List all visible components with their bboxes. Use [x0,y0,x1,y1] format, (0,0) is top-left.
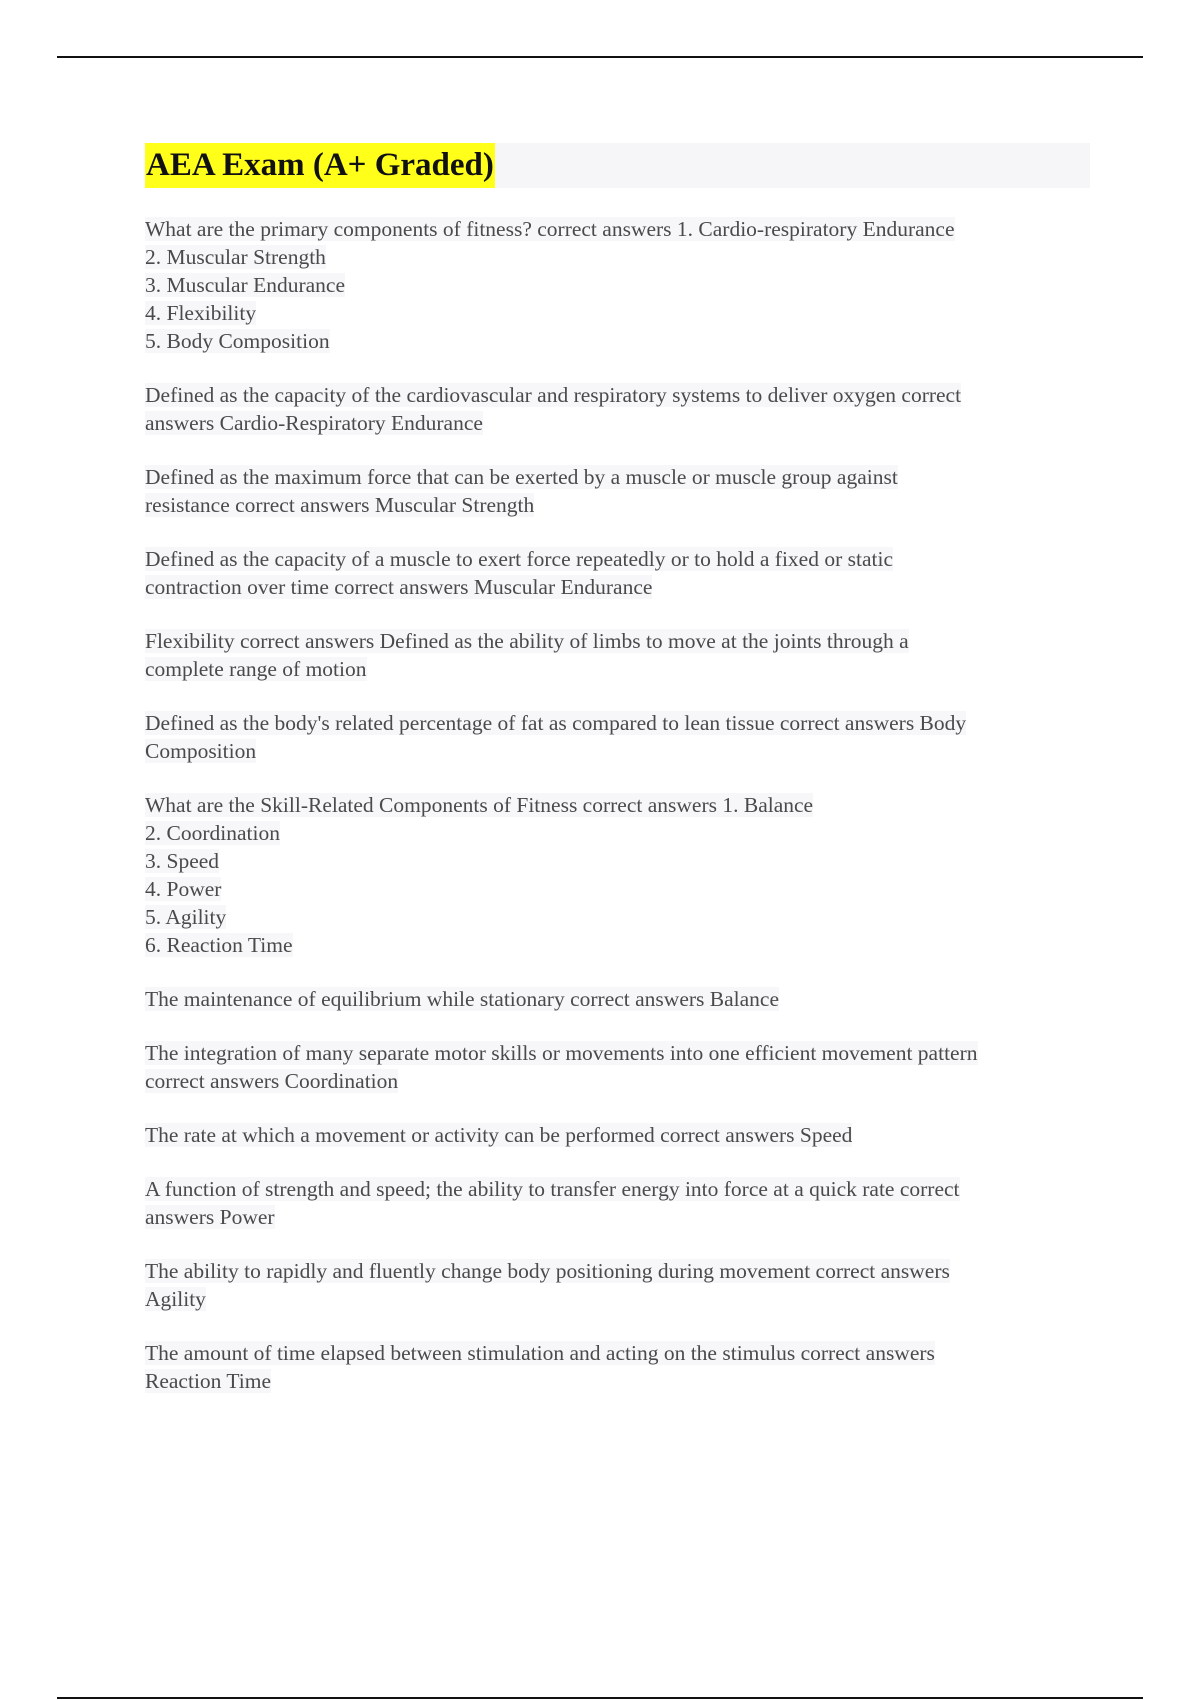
qa-entry [145,215,1090,355]
qa-line [145,271,1090,299]
qa-entry [145,1039,1090,1095]
qa-line [145,875,1090,903]
qa-line [145,215,1090,243]
qa-line-text: 6. Reaction Time [145,933,293,957]
qa-list [145,215,1090,1395]
qa-line [145,573,1090,601]
qa-line-text: contraction over time correct answers Muscular Endurance [145,575,653,599]
qa-line-text: The amount of time elapsed between stimulation and acting on the stimulus correct answers [145,1341,935,1365]
qa-line-text: Reaction Time [145,1369,272,1393]
qa-line-text: Defined as the body's related percentage of fat as compared to lean tissue correct answers Body [145,711,967,735]
qa-entry [145,381,1090,437]
qa-line [145,327,1090,355]
qa-line [145,381,1090,409]
qa-line-text: The integration of many separate motor skills or movements into one efficient movement pattern [145,1041,978,1065]
qa-line-text: 4. Flexibility [145,301,257,325]
qa-line-text: Defined as the capacity of a muscle to exert force repeatedly or to hold a fixed or static [145,547,893,571]
qa-line [145,931,1090,959]
qa-line-text: What are the primary components of fitness? correct answers 1. Cardio-respiratory Endurance [145,217,955,241]
qa-line-text: Defined as the capacity of the cardiovascular and respiratory systems to deliver oxygen correct [145,383,962,407]
qa-entry [145,985,1090,1013]
qa-line-text: Flexibility correct answers Defined as the ability of limbs to move at the joints through a [145,629,909,653]
qa-entry [145,791,1090,959]
qa-entry [145,709,1090,765]
qa-line [145,985,1090,1013]
top-rule [57,56,1143,58]
qa-line-text: What are the Skill-Related Components of Fitness correct answers 1. Balance [145,793,814,817]
qa-line-text: answers Power [145,1205,275,1229]
qa-line [145,1285,1090,1313]
qa-line [145,545,1090,573]
qa-line [145,709,1090,737]
qa-line [145,1203,1090,1231]
qa-line [145,491,1090,519]
qa-line [145,299,1090,327]
document-title: AEA Exam (A+ Graded) [145,143,495,188]
qa-line-text: The maintenance of equilibrium while stationary correct answers Balance [145,987,779,1011]
qa-entry [145,627,1090,683]
qa-line-text: A function of strength and speed; the ability to transfer energy into force at a quick rate correct [145,1177,960,1201]
qa-line [145,737,1090,765]
qa-line-text: Defined as the maximum force that can be exerted by a muscle or muscle group against [145,465,898,489]
qa-line-text: complete range of motion [145,657,367,681]
qa-line [145,243,1090,271]
qa-line-text: The rate at which a movement or activity can be performed correct answers Speed [145,1123,853,1147]
qa-line [145,1121,1090,1149]
qa-line-text: 3. Speed [145,849,220,873]
qa-line-text: 5. Agility [145,905,227,929]
qa-line [145,1067,1090,1095]
qa-line-text: Agility [145,1287,206,1311]
qa-line-text: 2. Muscular Strength [145,245,326,269]
qa-line-text: answers Cardio-Respiratory Endurance [145,411,483,435]
bottom-rule [57,1697,1143,1699]
qa-line-text: correct answers Coordination [145,1069,399,1093]
qa-entry [145,1175,1090,1231]
qa-line [145,791,1090,819]
qa-line [145,463,1090,491]
qa-entry [145,1121,1090,1149]
qa-entry [145,1339,1090,1395]
qa-line [145,409,1090,437]
document-body [145,143,1090,1421]
qa-line-text: Composition [145,739,257,763]
qa-line-text: 4. Power [145,877,222,901]
qa-line-text: resistance correct answers Muscular Strength [145,493,535,517]
title-row [145,143,1090,188]
qa-entry [145,545,1090,601]
qa-entry [145,463,1090,519]
qa-line [145,903,1090,931]
qa-line-text: 2. Coordination [145,821,280,845]
qa-line [145,819,1090,847]
qa-line [145,627,1090,655]
qa-line [145,1039,1090,1067]
qa-line [145,655,1090,683]
qa-line [145,1367,1090,1395]
qa-line [145,1339,1090,1367]
qa-line [145,1175,1090,1203]
qa-line-text: The ability to rapidly and fluently change body positioning during movement correct answers [145,1259,950,1283]
qa-line [145,1257,1090,1285]
qa-line [145,847,1090,875]
qa-entry [145,1257,1090,1313]
qa-line-text: 5. Body Composition [145,329,330,353]
qa-line-text: 3. Muscular Endurance [145,273,345,297]
